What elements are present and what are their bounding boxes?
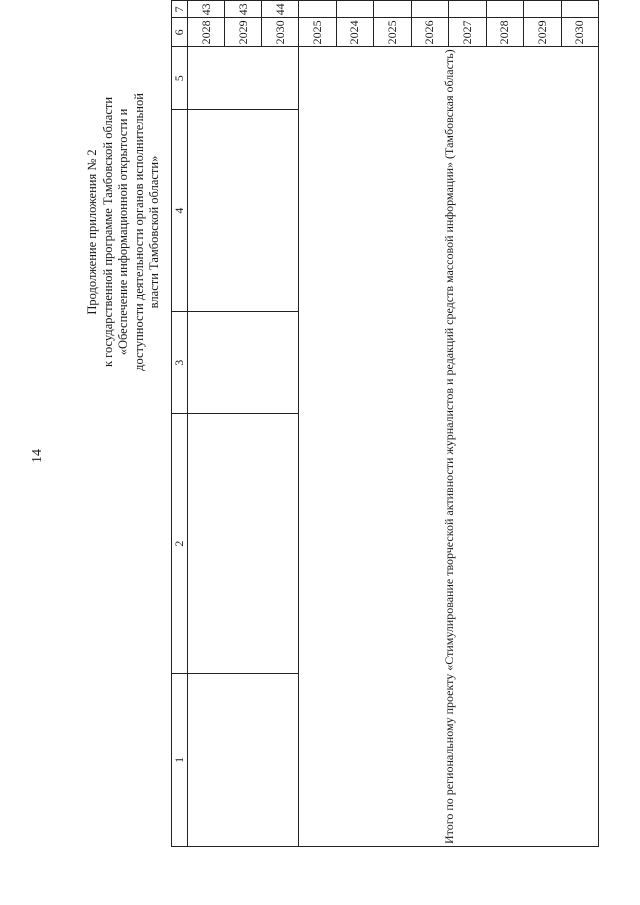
financing-table <box>171 0 599 847</box>
column-number: 1 <box>172 673 188 846</box>
value-cell-c7 <box>524 0 562 1</box>
year-cell: 2026 <box>411 18 449 47</box>
col4-blank <box>188 110 299 312</box>
column-number: 7 <box>172 1 188 18</box>
value-cell-c6: 43 <box>225 1 262 18</box>
col3-blank <box>188 312 299 414</box>
value-cell-c7 <box>449 0 487 1</box>
column-number-row <box>172 0 188 847</box>
year-cell: 2030 <box>262 18 299 47</box>
value-cell-c7 <box>299 0 337 1</box>
value-cell-c7 <box>374 0 412 1</box>
year-cell: 2027 <box>449 18 487 47</box>
column-number: 3 <box>172 312 188 414</box>
column-number: 4 <box>172 110 188 312</box>
header-line-3: «Обеспечение информационной открытости и <box>116 108 130 356</box>
header-line-5: власти Тамбовской области» <box>147 155 161 309</box>
col2-blank <box>188 414 299 673</box>
column-number: 2 <box>172 414 188 673</box>
year-cell: 2025 <box>299 18 337 47</box>
year-cell: 2025 <box>374 18 412 47</box>
year-cell: 2029 <box>225 18 262 47</box>
value-cell-c7 <box>225 0 262 1</box>
value-cell-c6 <box>561 1 599 18</box>
value-cell-c6 <box>486 1 524 18</box>
year-cell: 2028 <box>486 18 524 47</box>
value-cell-c7 <box>486 0 524 1</box>
value-cell-c7 <box>188 0 225 1</box>
year-cell: 2029 <box>524 18 562 47</box>
col1-blank <box>188 673 299 846</box>
value-cell-c7 <box>262 0 299 1</box>
value-cell-c6 <box>336 1 374 18</box>
value-cell-c6: 44 <box>262 1 299 18</box>
rotated-page <box>80 3 587 872</box>
value-cell-c7 <box>561 0 599 1</box>
value-cell-c6 <box>374 1 412 18</box>
year-cell: 2024 <box>336 18 374 47</box>
total-label: Итого по региональному проекту «Стимулирование творческой активности журналистов и редакций средств массовой информации» (Тамбовская область) <box>299 47 599 847</box>
value-cell-c7 <box>336 0 374 1</box>
appendix-header <box>85 32 163 432</box>
year-cell: 2030 <box>561 18 599 47</box>
header-line-4: доступности деятельности органов исполнительной <box>131 93 146 371</box>
value-cell-c6: 43 <box>188 1 225 18</box>
table-row <box>188 0 225 847</box>
value-cell-c6 <box>449 1 487 18</box>
year-cell: 2028 <box>188 18 225 47</box>
header-line-2: к государственной программе Тамбовской области <box>100 96 115 368</box>
value-cell-c6 <box>299 1 337 18</box>
value-cell-c6 <box>524 1 562 18</box>
value-cell-c7 <box>411 0 449 1</box>
column-number: 6 <box>172 18 188 47</box>
value-cell-c6 <box>411 1 449 18</box>
column-number <box>172 0 188 1</box>
col5-blank <box>188 47 299 110</box>
table-row <box>299 0 337 847</box>
header-line-1: Продолжение приложения № 2 <box>85 149 99 315</box>
column-number: 5 <box>172 47 188 110</box>
page-number: 14 <box>30 449 45 463</box>
